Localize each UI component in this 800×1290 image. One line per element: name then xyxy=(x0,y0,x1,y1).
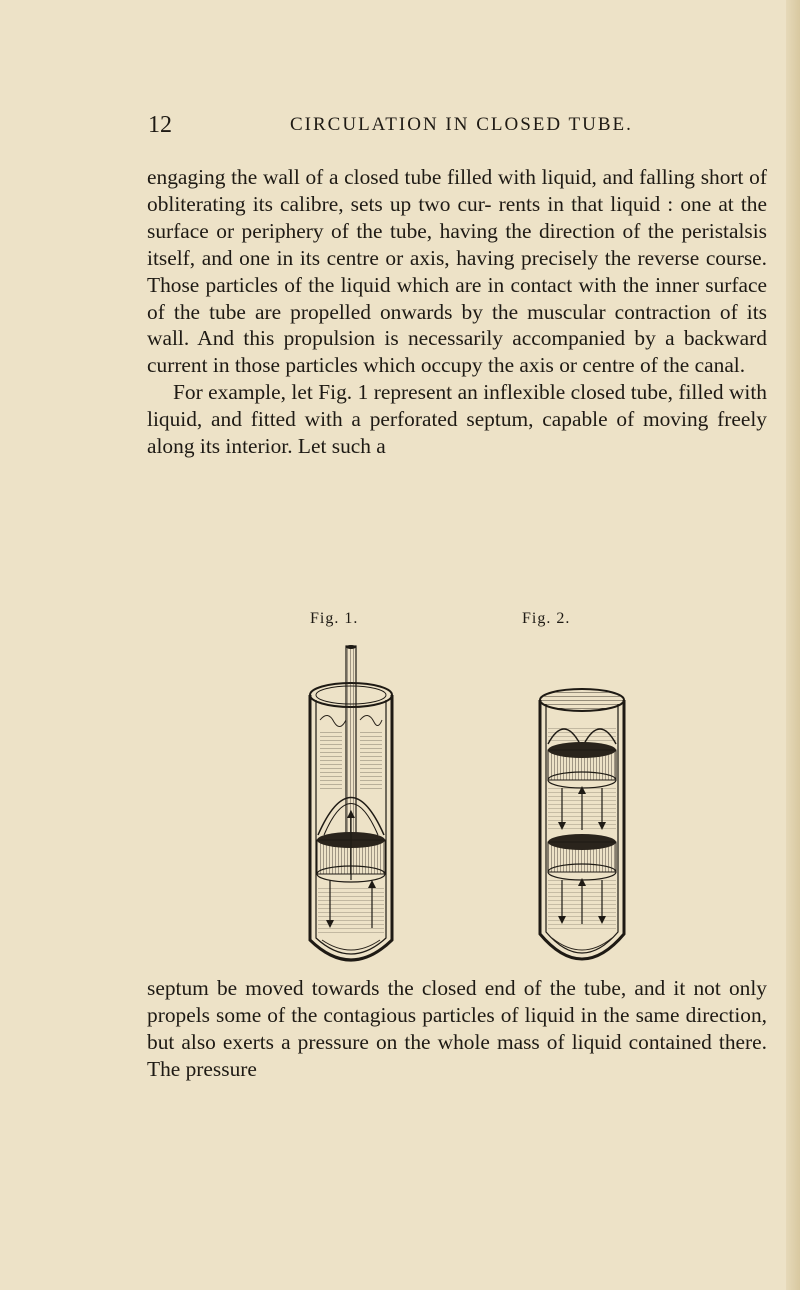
text-block-bottom xyxy=(147,975,767,1083)
figure-1-label: Fig. 1. xyxy=(310,610,359,627)
running-head: CIRCULATION IN CLOSED TUBE. xyxy=(290,114,633,135)
figure-2-illustration xyxy=(530,684,634,970)
page-header xyxy=(148,112,768,142)
figure-2-label: Fig. 2. xyxy=(522,610,571,627)
paragraph-2: For example, let Fig. 1 represent an inflexible closed tube, filled with liquid, and fitted with a perforated septum, capable of moving freely along its interior. Let such a xyxy=(147,380,767,459)
paragraph-1: engaging the wall of a closed tube filled with liquid, and falling short of obliterating its calibre, sets up two cur- rents in that liquid : one at the surface or periphery of the tube, having the direction of the peristalsis itself, and one in its centre or axis, having precisely the reverse course. Those particles of the liquid which are in contact with the inner surface of the tube are propelled onwards by the muscular contraction of its wall. And this propulsion is necessarily accompanied by a backward current in those particles which occupy the axis or centre of the canal. xyxy=(147,165,767,378)
page-edge xyxy=(786,0,800,1290)
figure-1-illustration xyxy=(296,640,406,970)
text-block-top xyxy=(147,164,767,460)
page-number: 12 xyxy=(148,112,172,138)
paragraph-3: septum be moved towards the closed end of the tube, and it not only propels some of the contagious particles of liquid in the same direction, but also exerts a pressure on the whole mass of liquid contained there. The pressure xyxy=(147,976,767,1081)
